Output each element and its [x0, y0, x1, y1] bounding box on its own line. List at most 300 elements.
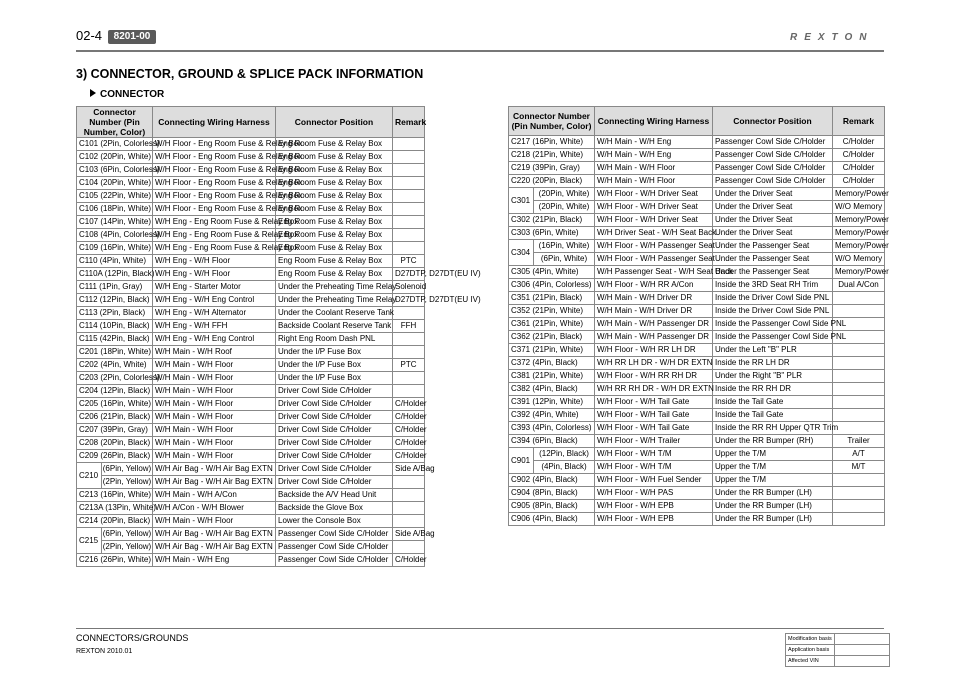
remark — [393, 164, 425, 177]
wiring-harness: W/H Eng - W/H Floor — [153, 268, 276, 281]
wiring-harness: W/H Floor - Eng Room Fuse & Relay Box — [153, 164, 276, 177]
connector-number: C109 (16Pin, White) — [77, 242, 153, 255]
wiring-harness: W/H Driver Seat - W/H Seat Back — [595, 227, 713, 240]
col-header-position: Connector Position — [276, 107, 393, 138]
remark: Trailer — [833, 435, 885, 448]
wiring-harness: W/H Floor - Eng Room Fuse & Relay Box — [153, 190, 276, 203]
remark — [393, 190, 425, 203]
connector-number: C393 (4Pin, Colorless) — [509, 422, 595, 435]
connector-number: C381 (21Pin, White) — [509, 370, 595, 383]
connector-number: C215 — [77, 528, 102, 553]
connector-number: C205 (16Pin, White) — [77, 398, 153, 411]
table-row — [509, 331, 885, 344]
connector-number: C904 (8Pin, Black) — [509, 487, 595, 500]
connector-number: C206 (21Pin, Black) — [77, 411, 153, 424]
connector-position: Driver Cowl Side C/Holder — [276, 424, 393, 437]
connector-position: Inside the Passenger Cowl Side PNL — [713, 331, 833, 344]
connector-position: Under the Preheating Time Relay — [276, 294, 393, 307]
connector-number: C219 (39Pin, Gray) — [509, 162, 595, 175]
connector-number: C113 (2Pin, Black) — [77, 307, 153, 320]
wiring-harness: W/H Main - W/H Floor — [153, 359, 276, 372]
connector-table-right — [508, 106, 889, 526]
remark — [393, 203, 425, 216]
remark: Side A/Bag — [393, 463, 425, 476]
wiring-harness: W/H Main - W/H Floor — [153, 424, 276, 437]
wiring-harness: W/H Eng - Eng Room Fuse & Relay Box — [153, 229, 276, 242]
wiring-harness: W/H Floor - W/H Tail Gate — [595, 396, 713, 409]
table-row — [77, 385, 425, 398]
table-row — [509, 318, 885, 331]
wiring-harness: W/H Floor - W/H T/M — [595, 448, 713, 461]
remark — [393, 515, 425, 528]
connector-number-group — [77, 528, 153, 554]
col-header-position: Connector Position — [713, 107, 833, 136]
wiring-harness: W/H Main - W/H Passenger DR — [595, 318, 713, 331]
table-row — [509, 396, 885, 409]
remark: Side A/Bag — [393, 528, 425, 541]
connector-position: Backside Coolant Reserve Tank — [276, 320, 393, 333]
connector-number: C902 (4Pin, Black) — [509, 474, 595, 487]
connector-number: C105 (22Pin, White) — [77, 190, 153, 203]
connector-number: C111 (1Pin, Gray) — [77, 281, 153, 294]
connector-position: Under the Passenger Seat — [713, 240, 833, 253]
connector-number: C104 (20Pin, White) — [77, 177, 153, 190]
wiring-harness: W/H Floor - W/H Driver Seat — [595, 201, 713, 214]
wiring-harness: W/H Floor - W/H T/M — [595, 461, 713, 474]
remark — [833, 396, 885, 409]
wiring-harness: W/H Eng - W/H FFH — [153, 320, 276, 333]
connector-number-group — [77, 463, 153, 489]
connector-number: C382 (4Pin, Black) — [509, 383, 595, 396]
connector-number: C218 (21Pin, White) — [509, 149, 595, 162]
table-row — [509, 149, 885, 162]
remark: Solenoid — [393, 281, 425, 294]
connector-number: C216 (26Pin, White) — [77, 554, 153, 567]
remark — [393, 242, 425, 255]
wiring-harness: W/H Main - W/H Floor — [595, 175, 713, 188]
connector-position: Backside the A/V Head Unit — [276, 489, 393, 502]
remark: A/T — [833, 448, 885, 461]
remark: C/Holder — [393, 424, 425, 437]
wiring-harness: W/H Floor - W/H EPB — [595, 500, 713, 513]
col-header-remark: Remark — [393, 107, 425, 138]
connector-pin-info: (2Pin, Yellow) — [102, 477, 152, 486]
connector-position: Lower the Console Box — [276, 515, 393, 528]
remark — [393, 333, 425, 346]
table-row — [509, 513, 885, 526]
table-row — [77, 229, 425, 242]
page-number: 02-4 — [76, 28, 103, 43]
connector-number: C115 (42Pin, Black) — [77, 333, 153, 346]
table-row — [77, 281, 425, 294]
connector-number: C305 (4Pin, White) — [509, 266, 595, 279]
table-row — [509, 435, 885, 448]
connector-number: C204 (12Pin, Black) — [77, 385, 153, 398]
remark: Dual A/Con — [833, 279, 885, 292]
wiring-harness: W/H Eng - Eng Room Fuse & Relay Box — [153, 216, 276, 229]
remark — [833, 357, 885, 370]
wiring-harness: W/H Main - W/H Floor — [153, 437, 276, 450]
remark — [393, 346, 425, 359]
connector-number: C101 (2Pin, Colorless) — [77, 138, 153, 151]
connector-number: C103 (6Pin, Colorless) — [77, 164, 153, 177]
table-row — [77, 242, 425, 255]
wiring-harness: W/H Floor - Eng Room Fuse & Relay Box — [153, 138, 276, 151]
remark: FFH — [393, 320, 425, 333]
connector-position: Driver Cowl Side C/Holder — [276, 385, 393, 398]
remark: Memory/Power — [833, 240, 885, 253]
table-row — [509, 409, 885, 422]
table-row — [77, 268, 425, 281]
modification-box — [785, 633, 890, 667]
wiring-harness: W/H Main - W/H Eng — [595, 136, 713, 149]
connector-position: Passenger Cowl Side C/Holder — [276, 554, 393, 567]
table-row — [77, 333, 425, 346]
table-row — [509, 370, 885, 383]
connector-number: C208 (20Pin, Black) — [77, 437, 153, 450]
wiring-harness: W/H RR RH DR - W/H DR EXTN — [595, 383, 713, 396]
connector-pin-info: (20Pin, White) — [538, 202, 590, 211]
connector-position: Passenger Cowl Side C/Holder — [713, 136, 833, 149]
connector-number-group — [509, 448, 595, 474]
table-row — [509, 357, 885, 370]
remark — [393, 138, 425, 151]
table-row — [509, 227, 885, 240]
wiring-harness: W/H Floor - W/H Driver Seat — [595, 188, 713, 201]
section-title: 3) CONNECTOR, GROUND & SPLICE PACK INFORMATION — [76, 67, 424, 81]
connector-pin-info: (2Pin, Yellow) — [102, 542, 152, 551]
connector-position: Inside the RR RH Upper QTR Trim — [713, 422, 833, 435]
remark — [833, 422, 885, 435]
remark: Memory/Power — [833, 188, 885, 201]
connector-position: Driver Cowl Side C/Holder — [276, 450, 393, 463]
table-row — [509, 214, 885, 227]
connector-number: C107 (14Pin, White) — [77, 216, 153, 229]
connector-position: Inside the 3RD Seat RH Trim — [713, 279, 833, 292]
col-header-number: Connector Number (Pin Number, Color) — [509, 107, 595, 136]
connector-number: C114 (10Pin, Black) — [77, 320, 153, 333]
connector-position: Eng Room Fuse & Relay Box — [276, 268, 393, 281]
connector-position: Inside the Tail Gate — [713, 396, 833, 409]
wiring-harness: W/H Floor - Eng Room Fuse & Relay Box — [153, 151, 276, 164]
connector-position: Passenger Cowl Side C/Holder — [276, 528, 393, 541]
remark — [833, 500, 885, 513]
connector-number: C112 (12Pin, Black) — [77, 294, 153, 307]
wiring-harness: W/H Main - W/H Floor — [153, 450, 276, 463]
remark: W/O Memory — [833, 201, 885, 214]
table-row — [77, 190, 425, 203]
table-row — [77, 138, 425, 151]
wiring-harness: W/H Floor - W/H Driver Seat — [595, 214, 713, 227]
connector-number: C306 (4Pin, Colorless) — [509, 279, 595, 292]
connector-pin-info: (16Pin, White) — [534, 240, 594, 253]
wiring-harness: W/H Eng - W/H Eng Control — [153, 333, 276, 346]
connector-pin-info: (4Pin, Black) — [541, 462, 587, 471]
remark — [393, 307, 425, 320]
connector-pin-info: (6Pin, Yellow) — [102, 463, 152, 476]
connector-position: Inside the Driver Cowl Side PNL — [713, 292, 833, 305]
connector-position: Eng Room Fuse & Relay Box — [276, 229, 393, 242]
table-row — [77, 255, 425, 268]
connector-position: Eng Room Fuse & Relay Box — [276, 138, 393, 151]
table-row — [77, 203, 425, 216]
connector-number: C302 (21Pin, Black) — [509, 214, 595, 227]
wiring-harness: W/H Main - W/H Driver DR — [595, 292, 713, 305]
connector-pin-info: (6Pin, Yellow) — [102, 528, 152, 541]
connector-position: Passenger Cowl Side C/Holder — [713, 149, 833, 162]
connector-number: C391 (12Pin, White) — [509, 396, 595, 409]
table-row — [509, 383, 885, 396]
remark: D27DTP, D27DT(EU IV) — [393, 294, 425, 307]
connector-position: Eng Room Fuse & Relay Box — [276, 255, 393, 268]
table-row — [77, 307, 425, 320]
section-code-badge: 8201-00 — [108, 30, 156, 44]
connector-number: C301 — [509, 188, 534, 213]
connector-position: Under the RR Bumper (LH) — [713, 513, 833, 526]
remark — [393, 541, 425, 554]
footer-title: CONNECTORS/GROUNDS — [76, 633, 189, 643]
table-row — [509, 500, 885, 513]
wiring-harness: W/H Air Bag - W/H Air Bag EXTN — [153, 541, 276, 554]
remark: W/O Memory — [833, 253, 885, 266]
remark: C/Holder — [393, 398, 425, 411]
remark — [833, 409, 885, 422]
application-basis-label: Application basis — [786, 645, 835, 656]
table-row — [77, 177, 425, 190]
table-row — [77, 372, 425, 385]
remark — [833, 292, 885, 305]
remark: M/T — [833, 461, 885, 474]
remark — [393, 385, 425, 398]
connector-number: C108 (4Pin, Colorless) — [77, 229, 153, 242]
connector-position: Upper the T/M — [713, 461, 833, 474]
connector-number-group — [509, 240, 595, 266]
connector-position: Under the Passenger Seat — [713, 266, 833, 279]
table-row — [77, 398, 425, 411]
table-row — [509, 266, 885, 279]
table-row — [77, 437, 425, 450]
remark — [833, 344, 885, 357]
connector-position: Under the RR Bumper (RH) — [713, 435, 833, 448]
table-row — [77, 164, 425, 177]
connector-number: C220 (20Pin, Black) — [509, 175, 595, 188]
table-row — [509, 487, 885, 500]
wiring-harness: W/H Main - W/H Roof — [153, 346, 276, 359]
remark: C/Holder — [393, 450, 425, 463]
table-row — [77, 502, 425, 515]
remark — [393, 151, 425, 164]
connector-number: C203 (2Pin, Colorless) — [77, 372, 153, 385]
connector-number: C106 (18Pin, White) — [77, 203, 153, 216]
connector-position: Under the Right "B" PLR — [713, 370, 833, 383]
remark: PTC — [393, 255, 425, 268]
remark — [393, 177, 425, 190]
remark — [833, 513, 885, 526]
connector-position: Eng Room Fuse & Relay Box — [276, 177, 393, 190]
remark — [833, 487, 885, 500]
connector-position: Eng Room Fuse & Relay Box — [276, 190, 393, 203]
connector-position: Inside the RR LH DR — [713, 357, 833, 370]
remark: C/Holder — [833, 162, 885, 175]
wiring-harness: W/H RR LH DR - W/H DR EXTN — [595, 357, 713, 370]
connector-number: C905 (8Pin, Black) — [509, 500, 595, 513]
table-row — [509, 474, 885, 487]
connector-number: C102 (20Pin, White) — [77, 151, 153, 164]
connector-position: Under the I/P Fuse Box — [276, 359, 393, 372]
col-header-remark: Remark — [833, 107, 885, 136]
connector-number: C202 (4Pin, White) — [77, 359, 153, 372]
remark: C/Holder — [393, 437, 425, 450]
wiring-harness: W/H Floor - W/H Trailer — [595, 435, 713, 448]
wiring-harness: W/H Floor - W/H PAS — [595, 487, 713, 500]
subsection-title — [90, 89, 164, 100]
table-row — [509, 422, 885, 435]
wiring-harness: W/H Air Bag - W/H Air Bag EXTN — [153, 463, 276, 476]
connector-number: C304 — [509, 240, 534, 265]
remark: Memory/Power — [833, 227, 885, 240]
table-row — [77, 216, 425, 229]
connector-number-group — [509, 188, 595, 214]
table-row — [77, 489, 425, 502]
table-row — [509, 292, 885, 305]
remark: PTC — [393, 359, 425, 372]
remark: C/Holder — [833, 149, 885, 162]
remark — [393, 502, 425, 515]
connector-number: C371 (21Pin, White) — [509, 344, 595, 357]
connector-number: C303 (6Pin, White) — [509, 227, 595, 240]
affected-vin-label: Affected VIN — [786, 656, 835, 667]
connector-position: Eng Room Fuse & Relay Box — [276, 164, 393, 177]
remark: D27DTP, D27DT(EU IV) — [393, 268, 425, 281]
connector-number: C214 (20Pin, Black) — [77, 515, 153, 528]
wiring-harness: W/H Floor - W/H RR RH DR — [595, 370, 713, 383]
subsection-label: CONNECTOR — [100, 89, 165, 100]
connector-position: Under the Driver Seat — [713, 214, 833, 227]
connector-number: C110 (4Pin, White) — [77, 255, 153, 268]
wiring-harness: W/H Main - W/H A/Con — [153, 489, 276, 502]
wiring-harness: W/H Main - W/H Eng — [153, 554, 276, 567]
connector-number: C351 (21Pin, Black) — [509, 292, 595, 305]
remark: Memory/Power — [833, 214, 885, 227]
connector-position: Under the I/P Fuse Box — [276, 346, 393, 359]
remark: C/Holder — [833, 175, 885, 188]
connector-position: Driver Cowl Side C/Holder — [276, 411, 393, 424]
connector-number: C213 (16Pin, White) — [77, 489, 153, 502]
connector-position: Under the Coolant Reserve Tank — [276, 307, 393, 320]
connector-number: C372 (4Pin, Black) — [509, 357, 595, 370]
connector-number: C906 (4Pin, Black) — [509, 513, 595, 526]
table-row — [509, 188, 885, 201]
connector-position: Driver Cowl Side C/Holder — [276, 463, 393, 476]
connector-position: Backside the Glove Box — [276, 502, 393, 515]
brand-logo: REXTON — [790, 32, 874, 43]
table-row — [77, 463, 425, 476]
connector-pin-info: (12Pin, Black) — [534, 448, 594, 461]
wiring-harness: W/H Eng - Starter Motor — [153, 281, 276, 294]
table-row — [509, 305, 885, 318]
connector-position: Eng Room Fuse & Relay Box — [276, 216, 393, 229]
remark — [393, 229, 425, 242]
connector-number: C201 (18Pin, White) — [77, 346, 153, 359]
connector-pin-info: (6Pin, White) — [540, 254, 588, 263]
wiring-harness: W/H Main - W/H Floor — [153, 385, 276, 398]
connector-position: Driver Cowl Side C/Holder — [276, 437, 393, 450]
connector-position: Under the Driver Seat — [713, 188, 833, 201]
connector-position: Inside the Driver Cowl Side PNL — [713, 305, 833, 318]
remark: C/Holder — [833, 136, 885, 149]
connector-table-left — [76, 106, 481, 567]
remark — [393, 216, 425, 229]
connector-position: Upper the T/M — [713, 448, 833, 461]
connector-position: Under the Left "B" PLR — [713, 344, 833, 357]
connector-number: C352 (21Pin, White) — [509, 305, 595, 318]
wiring-harness: W/H Main - W/H Floor — [153, 372, 276, 385]
wiring-harness: W/H A/Con - W/H Blower — [153, 502, 276, 515]
wiring-harness: W/H Floor - W/H Fuel Sender — [595, 474, 713, 487]
wiring-harness: W/H Eng - W/H Alternator — [153, 307, 276, 320]
connector-number: C394 (6Pin, Black) — [509, 435, 595, 448]
wiring-harness: W/H Main - W/H Eng — [595, 149, 713, 162]
connector-position: Under the RR Bumper (LH) — [713, 500, 833, 513]
wiring-harness: W/H Floor - W/H RR A/Con — [595, 279, 713, 292]
wiring-harness: W/H Eng - W/H Floor — [153, 255, 276, 268]
table-row — [77, 528, 425, 541]
wiring-harness: W/H Passenger Seat - W/H Seat Back — [595, 266, 713, 279]
remark — [833, 305, 885, 318]
connector-number: C901 — [509, 448, 534, 473]
col-header-harness: Connecting Wiring Harness — [153, 107, 276, 138]
connector-position: Eng Room Fuse & Relay Box — [276, 242, 393, 255]
wiring-harness: W/H Floor - Eng Room Fuse & Relay Box — [153, 177, 276, 190]
wiring-harness: W/H Main - W/H Floor — [153, 411, 276, 424]
connector-position: Under the Passenger Seat — [713, 253, 833, 266]
connector-position: Under the RR Bumper (LH) — [713, 487, 833, 500]
connector-number: C213A (13Pin, White) — [77, 502, 153, 515]
remark: Memory/Power — [833, 266, 885, 279]
table-row — [509, 175, 885, 188]
table-row — [77, 151, 425, 164]
connector-position: Under the Preheating Time Relay — [276, 281, 393, 294]
connector-number: C207 (39Pin, Gray) — [77, 424, 153, 437]
connector-position: Under the I/P Fuse Box — [276, 372, 393, 385]
table-row — [77, 411, 425, 424]
wiring-harness: W/H Air Bag - W/H Air Bag EXTN — [153, 476, 276, 489]
wiring-harness: W/H Floor - Eng Room Fuse & Relay Box — [153, 203, 276, 216]
wiring-harness: W/H Main - W/H Driver DR — [595, 305, 713, 318]
wiring-harness: W/H Floor - W/H Tail Gate — [595, 422, 713, 435]
connector-position: Eng Room Fuse & Relay Box — [276, 151, 393, 164]
remark — [833, 383, 885, 396]
wiring-harness: W/H Air Bag - W/H Air Bag EXTN — [153, 528, 276, 541]
table-row — [77, 294, 425, 307]
connector-position: Under the Driver Seat — [713, 201, 833, 214]
wiring-harness: W/H Floor - W/H Tail Gate — [595, 409, 713, 422]
footer-edition: REXTON 2010.01 — [76, 648, 133, 655]
table-row — [77, 515, 425, 528]
connector-number: C110A (12Pin, Black) — [77, 268, 153, 281]
footer-divider — [76, 628, 884, 629]
connector-number: C209 (26Pin, Black) — [77, 450, 153, 463]
remark — [833, 474, 885, 487]
wiring-harness: W/H Floor - W/H EPB — [595, 513, 713, 526]
table-row — [509, 344, 885, 357]
wiring-harness: W/H Floor - W/H RR LH DR — [595, 344, 713, 357]
wiring-harness: W/H Floor - W/H Passenger Seat — [595, 240, 713, 253]
connector-number: C362 (21Pin, Black) — [509, 331, 595, 344]
wiring-harness: W/H Eng - W/H Eng Control — [153, 294, 276, 307]
table-row — [509, 240, 885, 253]
col-header-number: Connector Number (Pin Number, Color) — [77, 107, 153, 138]
